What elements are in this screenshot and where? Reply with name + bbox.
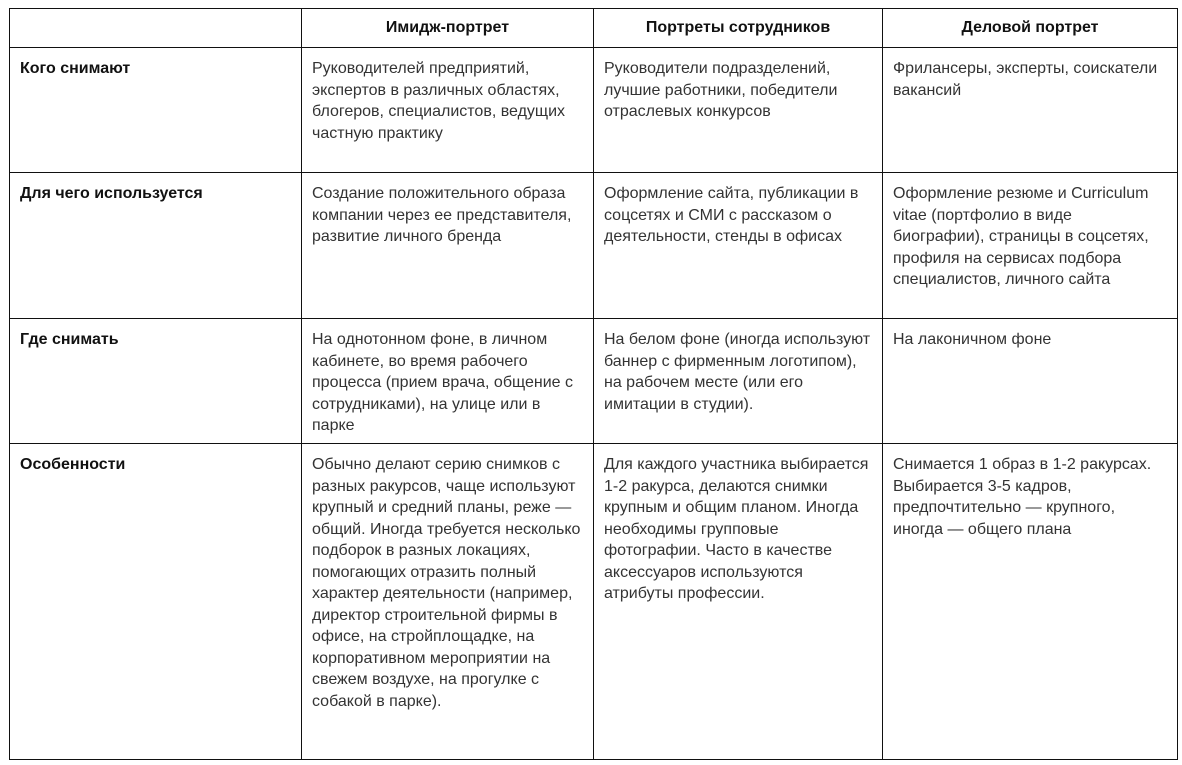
table-cell: Руководителей предприятий, экспертов в различных областях, блогеров, специалистов, ведущих частную практику [302,48,594,173]
row-label: Для чего используется [10,173,302,319]
header-employee-portraits: Портреты сотрудников [594,9,883,48]
table-cell: На лаконичном фоне [883,319,1178,444]
row-label: Где снимать [10,319,302,444]
table-row-where [10,319,1178,444]
comparison-table [9,8,1178,760]
row-label: Кого снимают [10,48,302,173]
table-cell: Руководители подразделений, лучшие работники, победители отраслевых конкурсов [594,48,883,173]
row-label: Особенности [10,444,302,760]
table-cell: На однотонном фоне, в личном кабинете, во время рабочего процесса (прием врача, общение с сотрудниками), на улице или в парке [302,319,594,444]
table-row-who [10,48,1178,173]
table-row-purpose [10,173,1178,319]
table-cell: Оформление сайта, публикации в соцсетях и СМИ с рассказом о деятельности, стенды в офисах [594,173,883,319]
table-cell: На белом фоне (иногда используют баннер с фирменным логотипом), на рабочем месте (или его имитации в студии). [594,319,883,444]
table-cell: Оформление резюме и Curriculum vitae (портфолио в виде биографии), страницы в соцсетях, профиля на сервисах подбора специалистов, личного сайта [883,173,1178,319]
table-cell: Обычно делают серию снимков с разных ракурсов, чаще используют крупный и средний планы, реже — общий. Иногда требуется несколько подборок в разных локациях, помогающих отразить полный характер деятельности (например, директор строительной фирмы в офисе, на стройплощадке, на корпоративном мероприятии на свежем воздухе, на прогулке с собакой в парке). [302,444,594,760]
table-cell: Создание положительного образа компании через ее представителя, развитие личного бренда [302,173,594,319]
header-row [10,9,1178,48]
header-business-portrait: Деловой портрет [883,9,1178,48]
table-cell: Для каждого участника выбирается 1-2 ракурса, делаются снимки крупным и общим планом. Иногда необходимы групповые фотографии. Часто в качестве аксессуаров используются атрибуты профессии. [594,444,883,760]
table-cell: Снимается 1 образ в 1-2 ракурсах. Выбирается 3-5 кадров, предпочтительно — крупного, иногда — общего плана [883,444,1178,760]
header-image-portrait: Имидж-портрет [302,9,594,48]
table-row-features [10,444,1178,760]
header-empty-cell [10,9,302,48]
table-cell: Фрилансеры, эксперты, соискатели вакансий [883,48,1178,173]
